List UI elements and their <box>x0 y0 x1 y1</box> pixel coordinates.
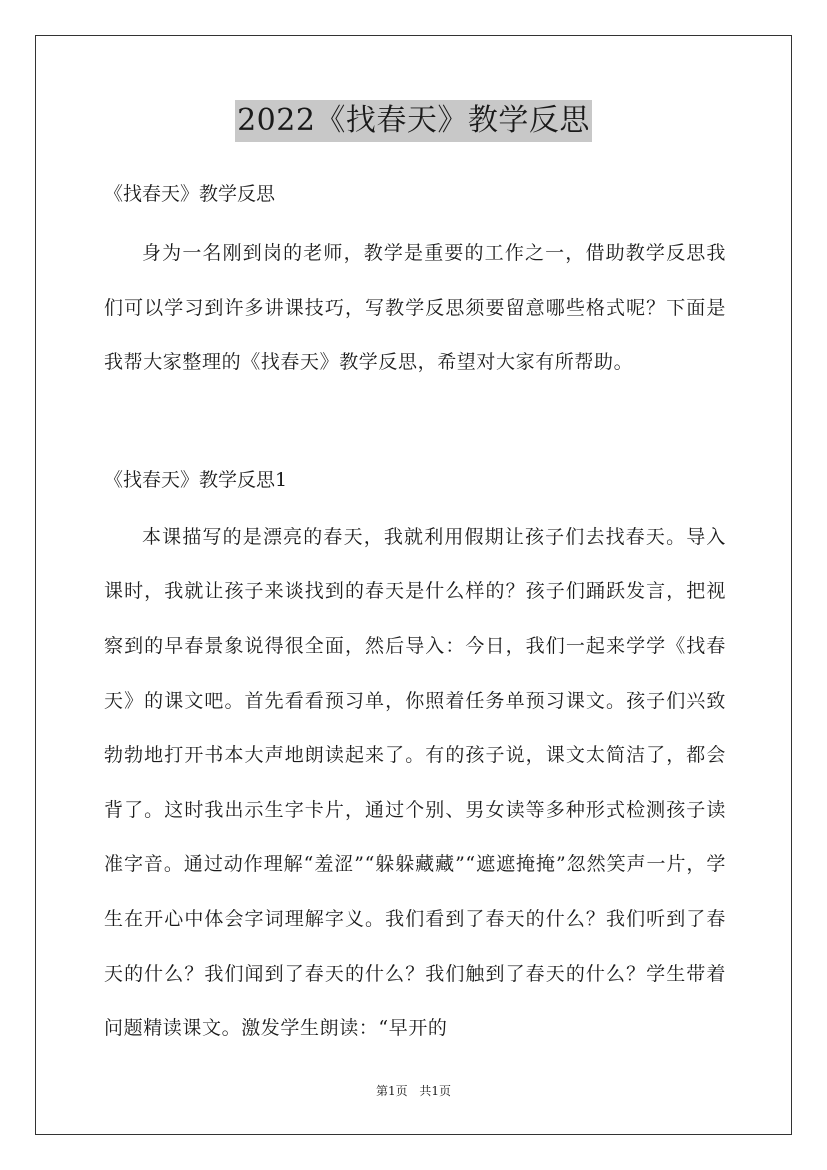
document-title: 2022《找春天》教学反思 <box>235 100 592 142</box>
document-body <box>104 172 726 1056</box>
section-paragraph: 本课描写的是漂亮的春天，我就利用假期让孩子们去找春天。导入课时，我就让孩子来谈找到的春天是什么样的？孩子们踊跃发言，把视察到的早春景象说得很全面，然后导入：今日，我们一起来学学《找春天》的课文吧。首先看看预习单，你照着任务单预习课文。孩子们兴致勃勃地打开书本大声地朗读起来了。有的孩子说，课文太简洁了，都会背了。这时我出示生字卡片，通过个别、男女读等多种形式检测孩子读准字音。通过动作理解“羞涩”“躲躲藏藏”“遮遮掩掩”忽然笑声一片，学生在开心中体会字词理解字义。我们看到了春天的什么？我们听到了春天的什么？我们闻到了春天的什么？我们触到了春天的什么？学生带着问题精读课文。激发学生朗读：“早开的 <box>104 525 726 1040</box>
document-subtitle: 《找春天》教学反思 <box>104 183 276 205</box>
intro-paragraph: 身为一名刚到岗的老师，教学是重要的工作之一，借助教学反思我们可以学习到许多讲课技巧，写教学反思须要留意哪些格式呢？下面是我帮大家整理的《找春天》教学反思，希望对大家有所帮助。 <box>104 242 726 374</box>
page-number: 第1页 <box>375 1084 408 1098</box>
page-total: 共1页 <box>419 1084 452 1098</box>
spacer <box>104 390 726 458</box>
title-container <box>0 100 827 142</box>
page-footer <box>0 1082 827 1099</box>
section-heading: 《找春天》教学反思1 <box>104 468 288 491</box>
